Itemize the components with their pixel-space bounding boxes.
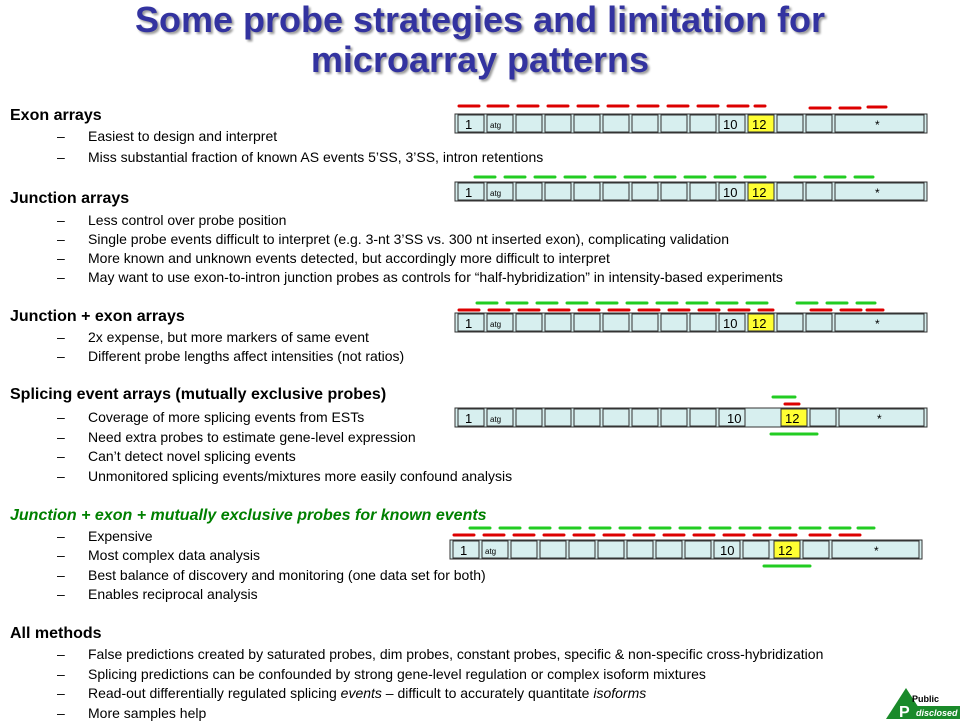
exon-box bbox=[545, 409, 571, 426]
exon-label-star: * bbox=[877, 412, 882, 426]
exon-box bbox=[603, 409, 629, 426]
exon-label-atg: atg bbox=[490, 121, 502, 130]
exon-box bbox=[603, 183, 629, 200]
exon-label-1: 1 bbox=[460, 543, 468, 558]
bullet-dash: – bbox=[57, 348, 65, 364]
exon-label-1: 1 bbox=[465, 411, 473, 426]
exon-box bbox=[574, 183, 600, 200]
exon-box bbox=[690, 115, 716, 132]
title-line-1: Some probe strategies and limitation for bbox=[134, 0, 826, 40]
exon-box bbox=[806, 183, 832, 200]
exon-label-10: 10 bbox=[727, 411, 742, 426]
exon-box bbox=[777, 314, 803, 331]
exon-box bbox=[603, 115, 629, 132]
bullet-text: Miss substantial fraction of known AS events 5’SS, 3’SS, intron retentions bbox=[88, 149, 544, 165]
exon-box bbox=[690, 183, 716, 200]
bullet-dash: – bbox=[57, 646, 65, 662]
exon-box bbox=[516, 115, 542, 132]
exon-label-atg: atg bbox=[490, 189, 502, 198]
exon-box bbox=[574, 409, 600, 426]
exon-box bbox=[574, 115, 600, 132]
section-heading: Junction arrays bbox=[10, 190, 130, 207]
bullet-text: Can’t detect novel splicing events bbox=[88, 448, 296, 464]
exon-box bbox=[656, 541, 682, 558]
exon-label-10: 10 bbox=[723, 185, 738, 200]
exon-box bbox=[777, 115, 803, 132]
bullet-text: Coverage of more splicing events from ESTs bbox=[88, 409, 365, 425]
exon-box bbox=[598, 541, 624, 558]
exon-label-10: 10 bbox=[723, 316, 738, 331]
logo-word-disclosed: disclosed bbox=[916, 708, 958, 718]
exon-box bbox=[545, 183, 571, 200]
exon-box bbox=[627, 541, 653, 558]
exon-box bbox=[516, 409, 542, 426]
slide-title bbox=[0, 0, 960, 80]
bullet-text: More known and unknown events detected, but accordingly more difficult to interpret bbox=[88, 250, 610, 266]
exon-box-row bbox=[455, 114, 927, 133]
exon-box bbox=[632, 115, 658, 132]
bullet-dash: – bbox=[57, 429, 65, 445]
bullet-dash: – bbox=[57, 586, 65, 602]
exon-label-12: 12 bbox=[752, 316, 767, 331]
bullet-dash: – bbox=[57, 547, 65, 563]
exon-label-12: 12 bbox=[785, 411, 800, 426]
bullet-text: Expensive bbox=[88, 528, 153, 544]
exon-label-star: * bbox=[875, 186, 880, 200]
title-line-2: microarray patterns bbox=[310, 39, 650, 80]
exon-label-12: 12 bbox=[752, 117, 767, 132]
exon-box bbox=[743, 541, 769, 558]
section-heading: Exon arrays bbox=[10, 107, 102, 124]
exon-box bbox=[690, 409, 716, 426]
bullet-text: Unmonitored splicing events/mixtures more easily confound analysis bbox=[88, 468, 513, 484]
exon-probes bbox=[459, 106, 886, 108]
exon-array-diagram bbox=[455, 100, 935, 140]
bullet-dash: – bbox=[57, 448, 65, 464]
bullet-text: Most complex data analysis bbox=[88, 547, 260, 563]
bullet-dash: – bbox=[57, 468, 65, 484]
exon-label-1: 1 bbox=[465, 185, 473, 200]
exon-label-star: * bbox=[875, 317, 880, 331]
exon-box bbox=[574, 314, 600, 331]
bullet-dash: – bbox=[57, 567, 65, 583]
bullet-dash: – bbox=[57, 149, 65, 165]
exon-box bbox=[777, 183, 803, 200]
section-heading: Splicing event arrays (mutually exclusive probes) bbox=[10, 386, 387, 403]
exon-label-star: * bbox=[875, 118, 880, 132]
logo-letter: P bbox=[899, 704, 910, 720]
bullet-dash: – bbox=[57, 528, 65, 544]
exon-box bbox=[632, 183, 658, 200]
bullet-dash: – bbox=[57, 329, 65, 345]
splicing-event-array-diagram bbox=[455, 392, 935, 440]
exon-box bbox=[806, 314, 832, 331]
bullet-dash: – bbox=[57, 231, 65, 247]
exon-box bbox=[632, 409, 658, 426]
exon-box bbox=[661, 409, 687, 426]
exon-box bbox=[545, 314, 571, 331]
bullet-dash: – bbox=[57, 269, 65, 285]
combined-array-diagram bbox=[450, 524, 930, 572]
public-disclosed-logo bbox=[884, 686, 960, 720]
bullet-dash: – bbox=[57, 705, 65, 721]
exon-box bbox=[569, 541, 595, 558]
exon-box bbox=[661, 314, 687, 331]
exon-box bbox=[661, 115, 687, 132]
exon-label-star: * bbox=[874, 544, 879, 558]
bullet-text: False predictions created by saturated probes, dim probes, constant probes, specific & non-specific cross-hybridization bbox=[88, 646, 824, 662]
exon-box bbox=[511, 541, 537, 558]
exon-box bbox=[661, 183, 687, 200]
junction-exon-array-diagram bbox=[455, 298, 935, 338]
exon-box bbox=[540, 541, 566, 558]
bullet-dash: – bbox=[57, 409, 65, 425]
exon-box bbox=[806, 115, 832, 132]
bullet-dash: – bbox=[57, 685, 65, 701]
bullet-text: Enables reciprocal analysis bbox=[88, 586, 258, 602]
exon-label-10: 10 bbox=[723, 117, 738, 132]
junction-array-diagram bbox=[455, 172, 935, 212]
exon-box bbox=[690, 314, 716, 331]
exon-label-1: 1 bbox=[465, 117, 473, 132]
exon-label-atg: atg bbox=[490, 320, 502, 329]
exon-box bbox=[516, 183, 542, 200]
bullet-text: Less control over probe position bbox=[88, 212, 287, 228]
exon-box bbox=[545, 115, 571, 132]
section-heading: Junction + exon arrays bbox=[10, 308, 185, 325]
bullet-text: More samples help bbox=[88, 705, 207, 721]
exon-label-12: 12 bbox=[752, 185, 767, 200]
exon-box bbox=[685, 541, 711, 558]
exon-box bbox=[632, 314, 658, 331]
bullet-text: Splicing predictions can be confounded by strong gene-level regulation or complex isoform mixtures bbox=[88, 666, 706, 682]
bullet-text: Read-out differentially regulated splicing events – difficult to accurately quantitate isoforms bbox=[88, 685, 647, 701]
bullet-text: Different probe lengths affect intensities (not ratios) bbox=[88, 348, 405, 364]
exon-label-10: 10 bbox=[720, 543, 735, 558]
exon-label-atg: atg bbox=[485, 547, 497, 556]
exon-label-1: 1 bbox=[465, 316, 473, 331]
exon-box bbox=[810, 409, 836, 426]
exon-label-atg: atg bbox=[490, 415, 502, 424]
logo-word-public: Public bbox=[912, 694, 940, 704]
exon-box bbox=[803, 541, 829, 558]
exon-box bbox=[603, 314, 629, 331]
bullet-dash: – bbox=[57, 250, 65, 266]
section-heading: All methods bbox=[10, 625, 102, 642]
bullet-text: May want to use exon-to-intron junction probes as controls for “half-hybridization” in intensity-based experiments bbox=[88, 269, 783, 285]
bullet-text: Best balance of discovery and monitoring (one data set for both) bbox=[88, 567, 486, 583]
bullet-text: Easiest to design and interpret bbox=[88, 128, 278, 144]
bullet-text: Single probe events difficult to interpret (e.g. 3-nt 3’SS vs. 300 nt inserted exon), complicating validation bbox=[88, 231, 729, 247]
exon-box bbox=[516, 314, 542, 331]
bullet-dash: – bbox=[57, 128, 65, 144]
section-heading: Junction + exon + mutually exclusive probes for known events bbox=[10, 507, 487, 524]
bullet-dash: – bbox=[57, 666, 65, 682]
bullet-text: Need extra probes to estimate gene-level expression bbox=[88, 429, 416, 445]
exon-label-12: 12 bbox=[778, 543, 793, 558]
bullet-text: 2x expense, but more markers of same event bbox=[88, 329, 369, 345]
bullet-dash: – bbox=[57, 212, 65, 228]
